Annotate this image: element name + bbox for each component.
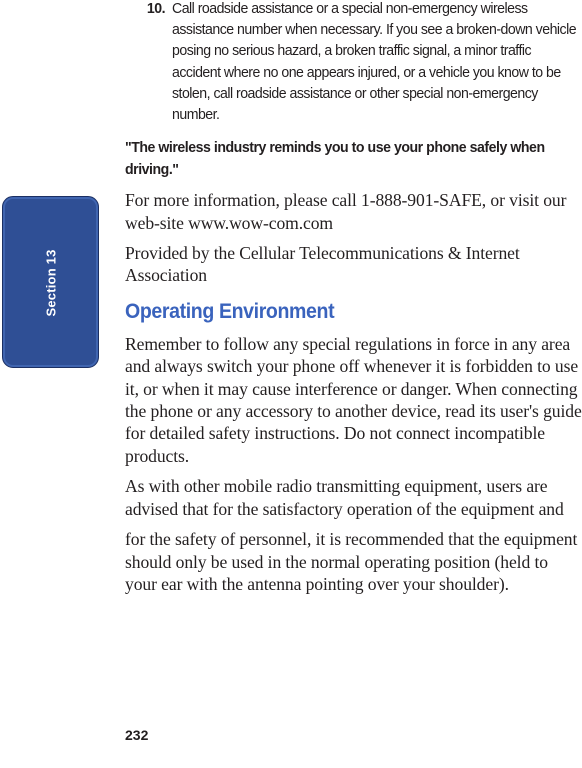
contact-paragraph: For more information, please call 1-888-901-SAFE, or visit our web-site www.wow-com.com <box>125 190 567 233</box>
section-tab-label: Section 13 <box>43 249 59 317</box>
list-item-number: 10. <box>146 0 165 17</box>
safety-quote: "The wireless industry reminds you to use your phone safely when driving." <box>125 139 545 179</box>
section-heading: Operating Environment <box>125 299 335 323</box>
list-item <box>146 0 581 125</box>
radio-equipment-paragraph: As with other mobile radio transmitting equipment, users are advised that for the satisfactory operation of the equipment and <box>125 476 564 519</box>
page-number: 232 <box>125 727 149 743</box>
personnel-safety-paragraph: for the safety of personnel, it is recommended that the equipment should only be used in the normal operating position (held to your ear with the antenna pointing over your shoulder). <box>125 529 578 594</box>
page-content <box>125 0 582 595</box>
regulations-paragraph: Remember to follow any special regulations in force in any area and always switch your phone off whenever it is forbidden to use it, or when it may cause interference or danger. When connecting the phone or any accessory to another device, read its user's guide for detailed safety instructions. Do not connect incompatible products. <box>125 333 582 466</box>
provided-by-paragraph: Provided by the Cellular Telecommunications & Internet Association <box>125 243 520 286</box>
section-tab <box>2 196 99 368</box>
list-item-text: Call roadside assistance or a special non-emergency wireless assistance number when necessary. If you see a broken-down vehicle posing no serious hazard, a broken traffic signal, a minor traffic accident where no one appears injured, or a vehicle you know to be stolen, call roadside assistance or other special non-emergency number. <box>172 0 577 124</box>
